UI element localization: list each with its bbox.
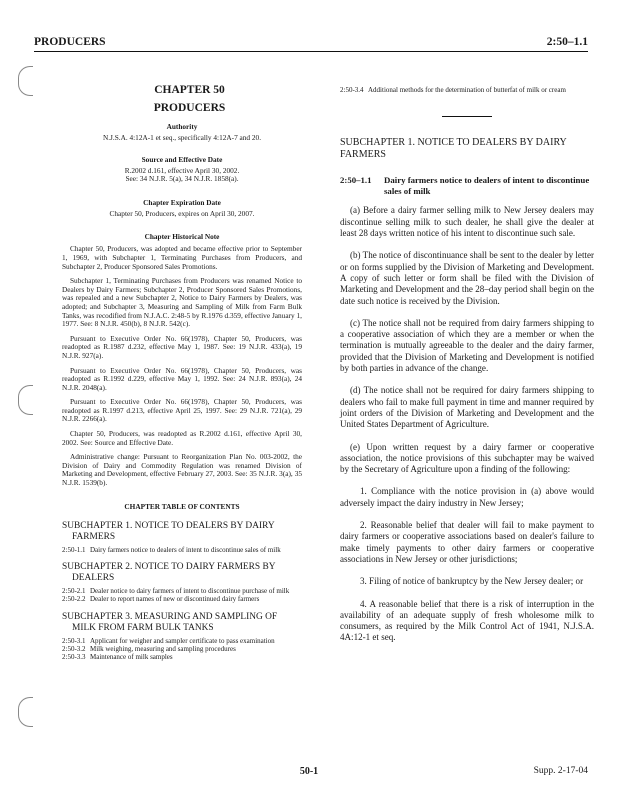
paragraph-e: (e) Upon written request by a dairy farmer or cooperative association, the notice provisions of this subchapter may be waived by the Secretary of Agriculture upon a finding of the following:: [340, 441, 594, 475]
toc-entry-number: 2:50-1.1: [62, 545, 86, 554]
punch-hole-mark: [18, 66, 33, 96]
subchapter-1-heading: SUBCHAPTER 1. NOTICE TO DEALERS BY DAIRY FARMERS: [340, 137, 567, 161]
source-line-1: R.2002 d.161, effective April 30, 2002.: [124, 165, 240, 175]
authority-heading: Authority: [166, 122, 198, 131]
paragraph-c: (c) The notice shall not be required from dairy farmers shipping to a cooperative association of which they are a member or when the termination is mutually agreeable to the dealer and the dairy farmer, provided that the Division of Marketing and Development is notified by both parties in advance of the change.: [340, 317, 594, 374]
toc-entry-text: Applicant for weigher and sampler certificate to pass examination: [90, 636, 275, 645]
paragraph-d: (d) The notice shall not be required for dairy farmers shipping to dealers who fail to make full payment in time and manner required by joint orders of the Division of Marketing and Development and the United States Department of Agriculture.: [340, 385, 594, 430]
section-heading: [340, 175, 594, 196]
punch-hole-mark: [18, 697, 33, 727]
toc-heading: CHAPTER TABLE OF CONTENTS: [124, 501, 240, 511]
punch-hole-mark: [18, 385, 33, 415]
chapter-title: PRODUCERS: [153, 102, 226, 114]
right-column: [340, 86, 594, 644]
toc-entry: [62, 637, 302, 645]
toc-entry-text: Additional methods for the determination of butterfat of milk or cream: [368, 86, 566, 94]
toc-entry-text: Maintenance of milk samples: [90, 653, 173, 662]
history-para: Pursuant to Executive Order No. 66(1978), Chapter 50, Producers, was readopted as R.1987 d.232, effective May 1, 1987. See: 19 N.J.R. 433(a), 19 N.J.R. 927(a).: [62, 333, 302, 360]
list-item: 1. Compliance with the notice provision in (a) above would adversely impact the dairy industry in New Jersey;: [340, 486, 594, 508]
toc-entry-number: 2:50-2.1: [62, 586, 86, 595]
toc-entry-number: 2:50-3.1: [62, 636, 86, 645]
paragraph-b: (b) The notice of discontinuance shall be sent to the dealer by letter or on forms supplied by the Division of Marketing and Development. A copy of such letter or form shall be filed with the Division of Marketing and Development and the 28–day period shall begin on the date such notice is received by the Division.: [340, 250, 594, 306]
history-para: Chapter 50, Producers, was readopted as R.2002 d.161, effective April 30, 2002. See: Source and Effective Date.: [62, 429, 302, 447]
history-para: Chapter 50, Producers, was adopted and became effective prior to September 1, 1969, with Subchapter 1, Terminating Purchases from Producers, and Subchapter 2, Producer Sponsored Sales Promotions.: [62, 244, 302, 271]
toc-entry: [340, 86, 594, 94]
history-para: Administrative change: Pursuant to Reorganization Plan No. 003-2002, the Division of Dairy and Commodity Regulation was renamed Division of Marketing and Development, effective February 27, 2003. See: 35 N.J.R. 3(a), 35 N.J.R. 1539(b).: [62, 452, 302, 488]
section-divider: [442, 116, 492, 117]
toc-entry: [62, 653, 302, 661]
toc-entry-number: 2:50-3.3: [62, 653, 86, 662]
section-title: Dairy farmers notice to dealers of intent to discontinue sales of milk: [384, 175, 590, 196]
toc-entry-text: Milk weighing, measuring and sampling procedures: [90, 644, 236, 653]
toc-entry-number: 2:50-2.2: [62, 595, 86, 604]
toc-subchapter-3: SUBCHAPTER 3. MEASURING AND SAMPLING OF MILK FROM FARM BULK TANKS: [62, 611, 278, 633]
toc-entry-number: 2:50-3.2: [62, 644, 86, 653]
toc-entry: [62, 645, 302, 653]
header-rule: [34, 51, 588, 52]
page-number: 50-1: [299, 766, 319, 777]
toc-entry-text: Dealer to report names of new or discontinued dairy farmers: [90, 595, 260, 604]
toc-entry: [62, 546, 302, 554]
history-para: Pursuant to Executive Order No. 66(1978), Chapter 50, Producers, was readopted as R.1992 d.229, effective May 1, 1992. See: 24 N.J.R. 893(a), 24 N.J.R. 2048(a).: [62, 365, 302, 392]
list-item: 4. A reasonable belief that there is a risk of interruption in the availability of an adequate supply of fresh wholesome milk to consumers, as required by the Milk Control Act of 1941, N.J.S.A. 4A:12-1 et seq.: [340, 598, 594, 643]
source-heading: Source and Effective Date: [141, 154, 223, 164]
section-number: 2:50–1.1: [340, 175, 372, 186]
toc-entry-number: 2:50-3.4: [340, 86, 364, 94]
left-column: [62, 84, 302, 661]
toc-entry-text: Dairy farmers notice to dealers of intent to discontinue sales of milk: [90, 545, 281, 554]
toc-subchapter-1: SUBCHAPTER 1. NOTICE TO DEALERS BY DAIRY FARMERS: [62, 520, 275, 542]
supplement-date: Supp. 2-17-04: [533, 766, 588, 776]
authority-text: N.J.S.A. 4:12A-1 et seq., specifically 4:12A-7 and 20.: [102, 133, 262, 142]
expiration-heading: Chapter Expiration Date: [143, 197, 221, 207]
expiration-text: Chapter 50, Producers, expires on April 30, 2007.: [109, 208, 255, 218]
toc-entry: [62, 595, 302, 603]
chapter-number: CHAPTER 50: [154, 84, 225, 96]
history-para: Subchapter 1, Terminating Purchases from Producers was renamed Notice to Dealers by Dairy Farmers; Subchapter 2, Producer Sponsored Sales Promotions, was repealed and a new Subchapter 2, Notice to Dairy Farmers by Dealers, was adopted; and Subchapter 3, Measuring and Sampling of Milk from Farm Bulk Tanks, was recodified from N.J.A.C. 2:48-5 by R.1976 d.359, effective January 1, 1977. See: 8 N.J.R. 450(b), 8 N.J.R. 542(c).: [62, 276, 302, 329]
toc-entry-text: Dealer notice to dairy farmers of intent to discontinue purchase of milk: [90, 586, 290, 595]
history-para: Pursuant to Executive Order No. 66(1978), Chapter 50, Producers, was readopted as R.1997 d.213, effective April 25, 1997. See: 29 N.J.R. 721(a), 29 N.J.R. 2266(a).: [62, 397, 302, 424]
list-item: 3. Filing of notice of bankruptcy by the New Jersey dealer; or: [360, 576, 584, 587]
toc-subchapter-2: SUBCHAPTER 2. NOTICE TO DAIRY FARMERS BY DEALERS: [62, 561, 276, 583]
list-item: 2. Reasonable belief that dealer will fail to make payment to dairy farmers or cooperative associations based on dealer's failure to make timely payments to other dairy farmers or cooperative associations in New Jersey or other jurisdictions;: [340, 520, 594, 564]
source-line-2: See: 34 N.J.R. 5(a), 34 N.J.R. 1858(a).: [125, 174, 239, 184]
running-header-right: 2:50–1.1: [546, 36, 588, 48]
toc-entry: [62, 587, 302, 595]
running-header-left: PRODUCERS: [34, 36, 106, 48]
history-heading: Chapter Historical Note: [144, 232, 220, 242]
paragraph-a: (a) Before a dairy farmer selling milk to New Jersey dealers may discontinue selling milk to such dealer, he shall give the dealer at least 28 days written notice of his intent to discontinue such sale.: [340, 205, 594, 239]
